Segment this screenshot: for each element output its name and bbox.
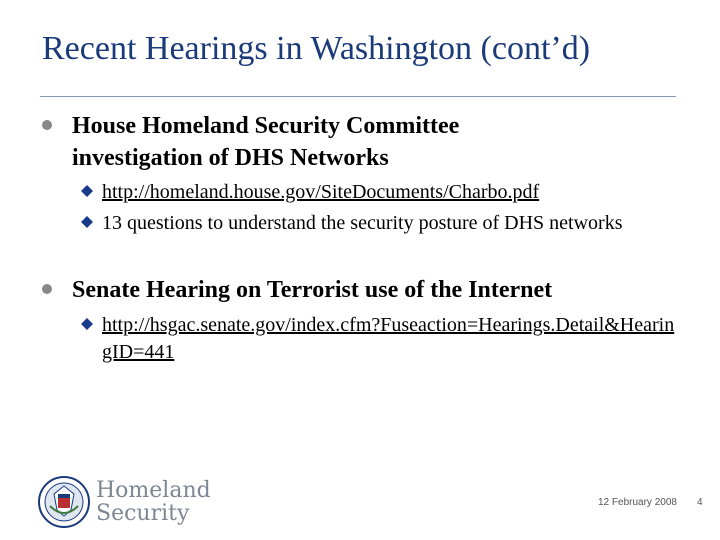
sub-bullet-text: 13 questions to understand the security posture of DHS networks — [102, 212, 623, 234]
dhs-logo — [38, 476, 211, 528]
logo-wordmark — [96, 479, 211, 525]
diamond-bullet-icon — [81, 216, 93, 228]
bullet-dot-icon — [42, 284, 52, 294]
slide-title: Recent Hearings in Washington (cont’d) — [42, 30, 591, 67]
bullet-text: House Homeland Security Committee investigation of DHS Networks — [72, 113, 460, 171]
charbo-pdf-link[interactable]: http://homeland.house.gov/SiteDocuments/Charbo.pdf — [102, 181, 540, 203]
logo-line-homeland: Homeland — [96, 478, 211, 503]
footer-date: 12 February 2008 — [598, 497, 677, 508]
sub-bullet-item — [80, 312, 680, 366]
dhs-seal-icon — [38, 476, 90, 528]
sub-bullet-item — [80, 179, 680, 206]
diamond-bullet-icon — [81, 185, 93, 197]
bullet-text: Senate Hearing on Terrorist use of the Internet — [72, 277, 553, 303]
sub-bullet-item — [80, 210, 680, 237]
bullet-item — [42, 274, 682, 306]
senate-hearing-link[interactable]: http://hsgac.senate.gov/index.cfm?Fuseaction=Hearings.Detail&HearingID=441 — [102, 314, 675, 363]
bullet-dot-icon — [42, 120, 52, 130]
bullet-item — [42, 110, 682, 174]
logo-line-security: Security — [96, 501, 190, 526]
title-divider — [40, 96, 676, 97]
page-number: 4 — [697, 497, 703, 508]
diamond-bullet-icon — [81, 318, 93, 330]
